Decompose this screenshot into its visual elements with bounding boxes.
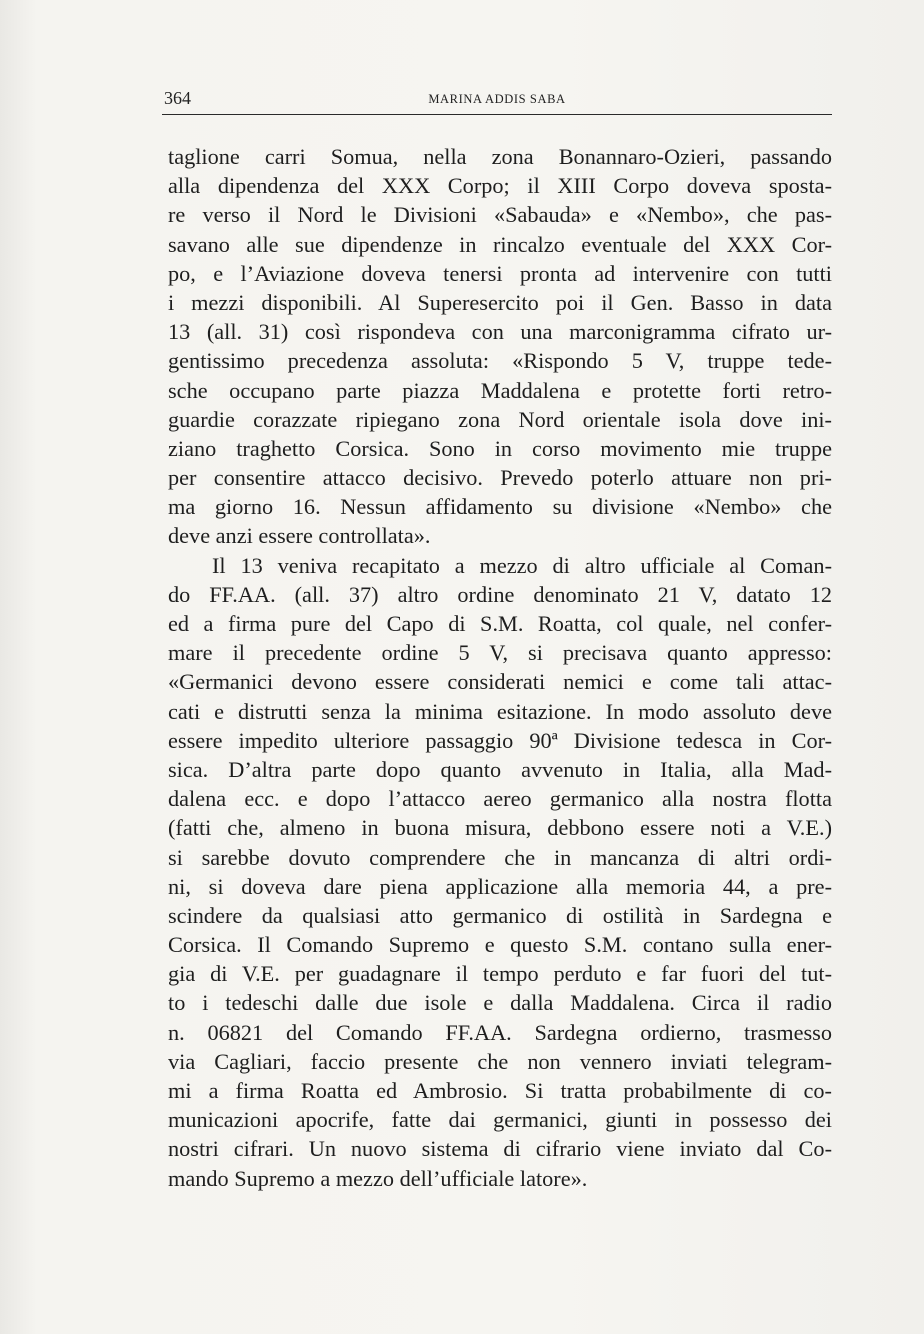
- running-title: MARINA ADDIS SABA: [428, 92, 566, 106]
- text-line: si sarebbe dovuto comprendere che in mancanza di altri ordi-: [168, 844, 832, 870]
- text-line: ni, si doveva dare piena applicazione alla memoria 44, a pre-: [168, 873, 832, 899]
- text-line: per consentire attacco decisivo. Prevedo poterlo attuare non pri-: [168, 465, 832, 491]
- text-line: scindere da qualsiasi atto germanico di ostilità in Sardegna e: [168, 902, 832, 928]
- text-line: mi a firma Roatta ed Ambrosio. Si tratta probabilmente di co-: [168, 1078, 832, 1103]
- text-line: ed a firma pure del Capo di S.M. Roatta, col quale, nel confer-: [168, 611, 832, 636]
- text-line: alla dipendenza del XXX Corpo; il XIII Corpo doveva sposta-: [168, 173, 832, 199]
- text-line: via Cagliari, faccio presente che non vennero inviati telegram-: [168, 1048, 832, 1074]
- text-line: gentissimo precedenza assoluta: «Rispondo 5 V, truppe tede-: [168, 348, 832, 374]
- text-line: «Germanici devono essere considerati nemici e come tali attac-: [168, 669, 832, 695]
- running-head: [162, 86, 832, 115]
- text-line: municazioni apocrife, fatte dai germanici, giunti in possesso dei: [168, 1107, 832, 1133]
- text-line: cati e distrutti senza la minima esitazione. In modo assoluto deve: [168, 698, 832, 724]
- text-line: ma giorno 16. Nessun affidamento su divisione «Nembo» che: [168, 494, 832, 520]
- text-line: Corsica. Il Comando Supremo e questo S.M. contano sulla ener-: [168, 932, 832, 958]
- text-line: ziano traghetto Corsica. Sono in corso movimento mie truppe: [168, 435, 832, 461]
- body-text: [168, 142, 832, 1193]
- text-line: sche occupano parte piazza Maddalena e protette forti retro-: [168, 377, 832, 403]
- text-line: mando Supremo a mezzo dell’ufficiale latore».: [168, 1165, 588, 1191]
- text-line: (fatti che, almeno in buona misura, debbono essere noti a V.E.): [168, 815, 832, 841]
- text-line: deve anzi essere controllata».: [168, 523, 431, 549]
- text-line: sica. D’altra parte dopo quanto avvenuto in Italia, alla Mad-: [168, 756, 832, 782]
- text-line: guardie corazzate ripiegano zona Nord orientale isola dove ini-: [168, 406, 832, 432]
- text-line: nostri cifrari. Un nuovo sistema di cifrario viene inviato dal Co-: [168, 1136, 832, 1162]
- text-line: to i tedeschi dalle due isole e dalla Maddalena. Circa il radio: [168, 990, 832, 1016]
- text-line: mare il precedente ordine 5 V, si precisava quanto appresso:: [168, 640, 832, 666]
- text-line: re verso il Nord le Divisioni «Sabauda» e «Nembo», che pas-: [168, 202, 832, 228]
- text-line: dalena ecc. e dopo l’attacco aereo germanico alla nostra flotta: [168, 786, 832, 812]
- text-line: essere impedito ulteriore passaggio 90ª Divisione tedesca in Cor-: [168, 727, 832, 753]
- text-line: gia di V.E. per guadagnare il tempo perduto e far fuori del tut-: [168, 961, 832, 987]
- paragraph-first-line: Il 13 veniva recapitato a mezzo di altro ufficiale al Coman-: [212, 552, 832, 578]
- text-line: do FF.AA. (all. 37) altro ordine denominato 21 V, datato 12: [168, 581, 832, 607]
- text-line: i mezzi disponibili. Al Superesercito poi il Gen. Basso in data: [168, 289, 832, 315]
- text-line: savano alle sue dipendenze in rincalzo eventuale del XXX Cor-: [168, 231, 832, 257]
- text-line: taglione carri Somua, nella zona Bonannaro-Ozieri, passando: [168, 144, 832, 169]
- text-line: po, e l’Aviazione doveva tenersi pronta ad intervenire con tutti: [168, 260, 832, 286]
- page-number: 364: [164, 88, 191, 108]
- text-line: 13 (all. 31) così rispondeva con una marconigramma cifrato ur-: [168, 319, 832, 345]
- text-line: n. 06821 del Comando FF.AA. Sardegna ordierno, trasmesso: [168, 1019, 832, 1045]
